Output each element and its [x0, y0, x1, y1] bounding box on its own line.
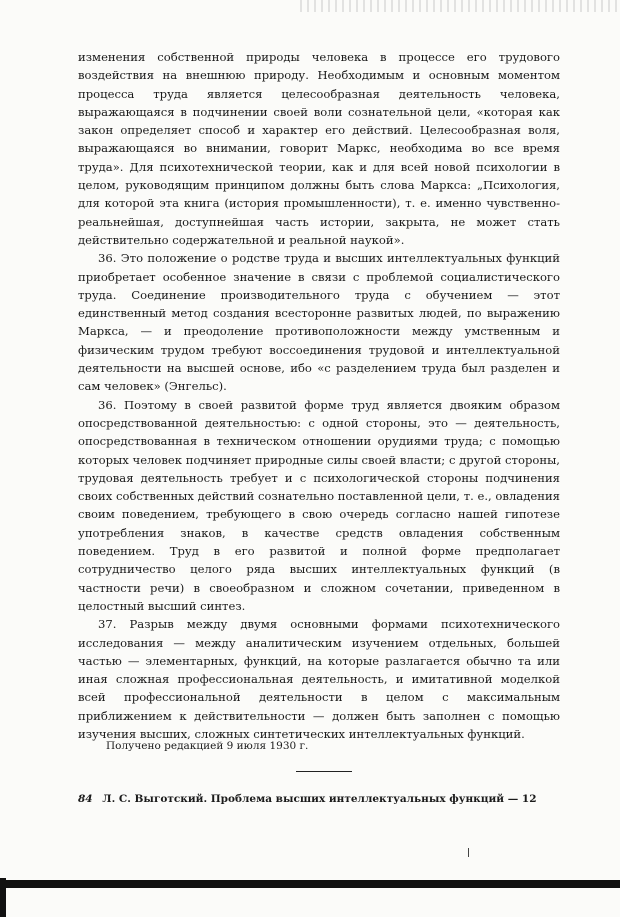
- scan-border-bottom: [0, 880, 620, 888]
- received-note: Получено редакцией 9 июля 1930 г.: [106, 740, 309, 752]
- scan-mark: [468, 848, 469, 857]
- body-text: [78, 48, 560, 743]
- scan-noise: [300, 0, 620, 12]
- paragraph-3: 36. Поэтому в своей развитой форме труд является двояким образом опосредствованной деятельностью: с одной стороны, это — деятельность, опосредствованная в техническом отношении орудиями труда; с помощью которых человек подчиняет природные силы своей власти; с другой стороны, трудовая деятельность требует и с психологической стороны подчинения своих собственных действий сознательно поставленной цели, т. е., овладения своим поведением, требующего в свою очередь согласно нашей гипотезе употребления знаков, в качестве средств овладения собственным поведением. Труд в его развитой и полной форме предполагает сотрудничество целого ряда высших интеллектуальных функций (в частности речи) в своеобразном и сложном сочетании, приведенном в целостный высший синтез.: [78, 397, 560, 613]
- running-title: Л. С. Выготский. Проблема высших интеллектуальных функций — 12: [102, 793, 537, 805]
- scan-border-left: [0, 878, 6, 917]
- separator-rule: [296, 771, 352, 772]
- paragraph-4: 37. Разрыв между двумя основными формами психотехнического исследования — между аналитическим изучением отдельных, большей частью — элементарных, функций, на которые разлагается обычно та или иная сложная профессиональная деятельность, и имитативной моделкой всей профессиональной деятельности в целом с максимальным приближением к действительности — должен быть заполнен с помощью изучения высших, сложных синтетических интеллектуальных функций.: [78, 617, 560, 741]
- page-footer: [78, 793, 537, 805]
- paragraph-2: 36. Это положение о родстве труда и высших интеллектуальных функций приобретает особенное значение в связи с проблемой социалистического труда. Соединение производительного труда с обучением — этот единственный метод создания всесторонне развитых людей, по выражению Маркса, — и преодоление противоположности между умственным и физическим трудом требуют воссоединения трудовой и интеллектуальной деятельности на высшей основе, ибо «с разделением труда был разделен и сам человек» (Энгельс).: [78, 251, 560, 394]
- paragraph-1: изменения собственной природы человека в процессе его трудового воздействия на внешнюю природу. Необходимым и основным моментом процесса труда является целесообразная деятельность человека, выражающаяся в подчинении своей воли сознательной цели, «которая как закон определяет способ и характер его действий. Целесообразная воля, выражающаяся во внимании, говорит Маркс, необходима во все время труда». Для психотехнической теории, как и для всей новой психологии в целом, руководящим принципом должны быть слова Маркса: „Психология, для которой эта книга (история промышленности), т. е. именно чувственно-реальнейшая, доступнейшая часть истории, закрыта, не может стать действительно содержательной и реальной наукой».: [78, 50, 560, 247]
- page-number: 84: [78, 793, 93, 805]
